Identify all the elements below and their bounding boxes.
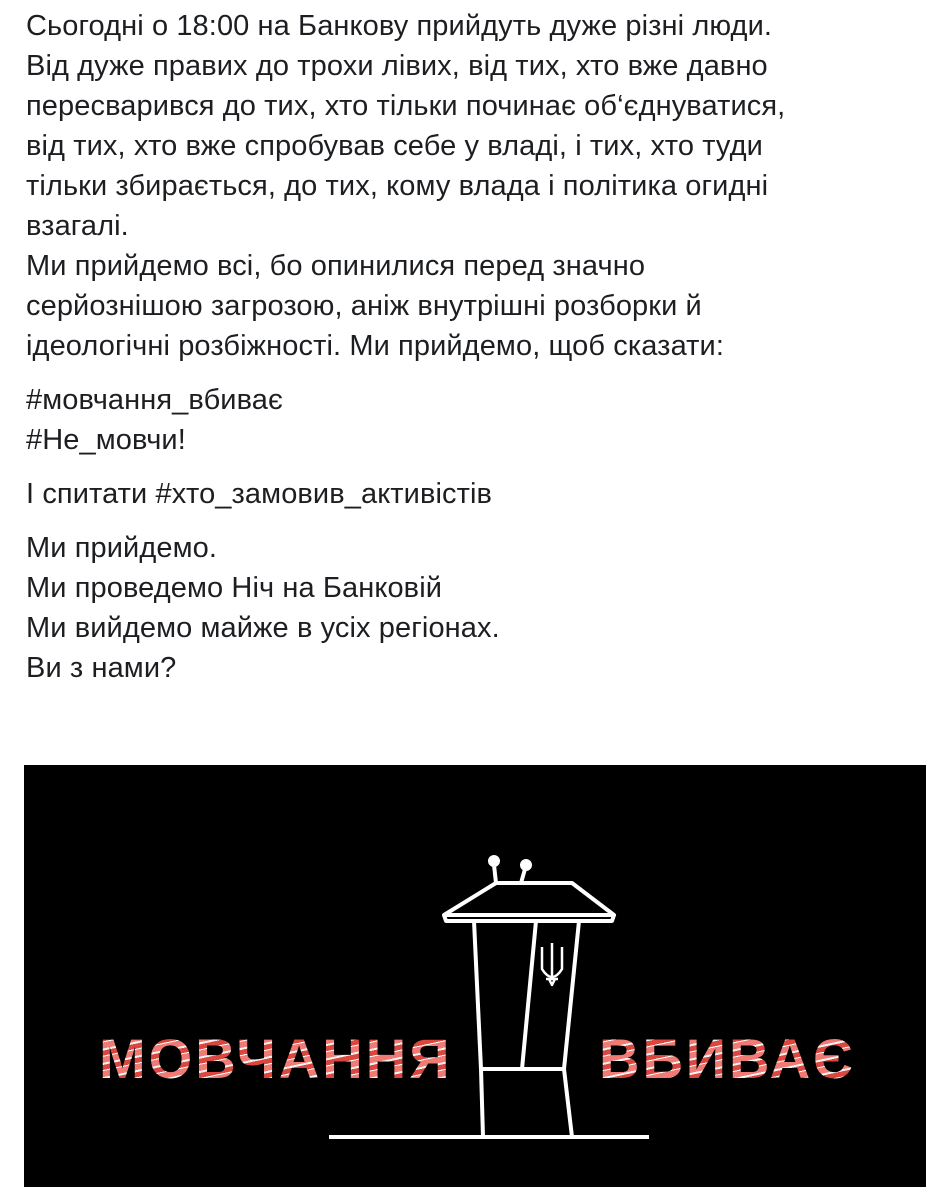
banner-word-right: ВБИВАЄ [599, 1027, 856, 1090]
post-body [26, 6, 941, 704]
post-paragraph-ask [26, 474, 941, 514]
trident-icon [542, 943, 562, 985]
podium-icon [24, 765, 926, 1187]
banner-word-left: МОВЧАННЯ [99, 1027, 453, 1090]
hashtag-link-who-ordered[interactable]: #хто_замовив_активістів [155, 478, 493, 510]
post-image-banner[interactable] [24, 765, 926, 1187]
hashtag-link-dont-be-silent[interactable]: #Не_мовчи! [26, 424, 186, 456]
post-paragraph-closing: Ми прийдемо. Ми проведемо Ніч на Банковій Ми вийдемо майже в усіх регіонах. Ви з нами? [26, 532, 500, 684]
post-paragraph-intro: Сьогодні о 18:00 на Банкову прийдуть дуже різні люди. Від дуже правих до трохи лівих, від тих, хто вже давно пересварився до тих, хто тільки починає об‘єднуватися, від тих, хто вже спробував себе у владі, і тих, хто туди тільки збирається, до тих, кому влада і політика огидні взагалі. [26, 10, 786, 242]
hashtag-link-silence-kills[interactable]: #мовчання_вбиває [26, 384, 283, 416]
ask-prefix-text: І спитати [26, 478, 156, 510]
hashtag-block [26, 380, 941, 460]
post-paragraph-reason: Ми прийдемо всі, бо опинилися перед значно серйознішою загрозою, аніж внутрішні розборки й ідеологічні розбіжності. Ми прийдемо, щоб сказати: [26, 250, 724, 362]
microphone-icon [490, 857, 530, 883]
